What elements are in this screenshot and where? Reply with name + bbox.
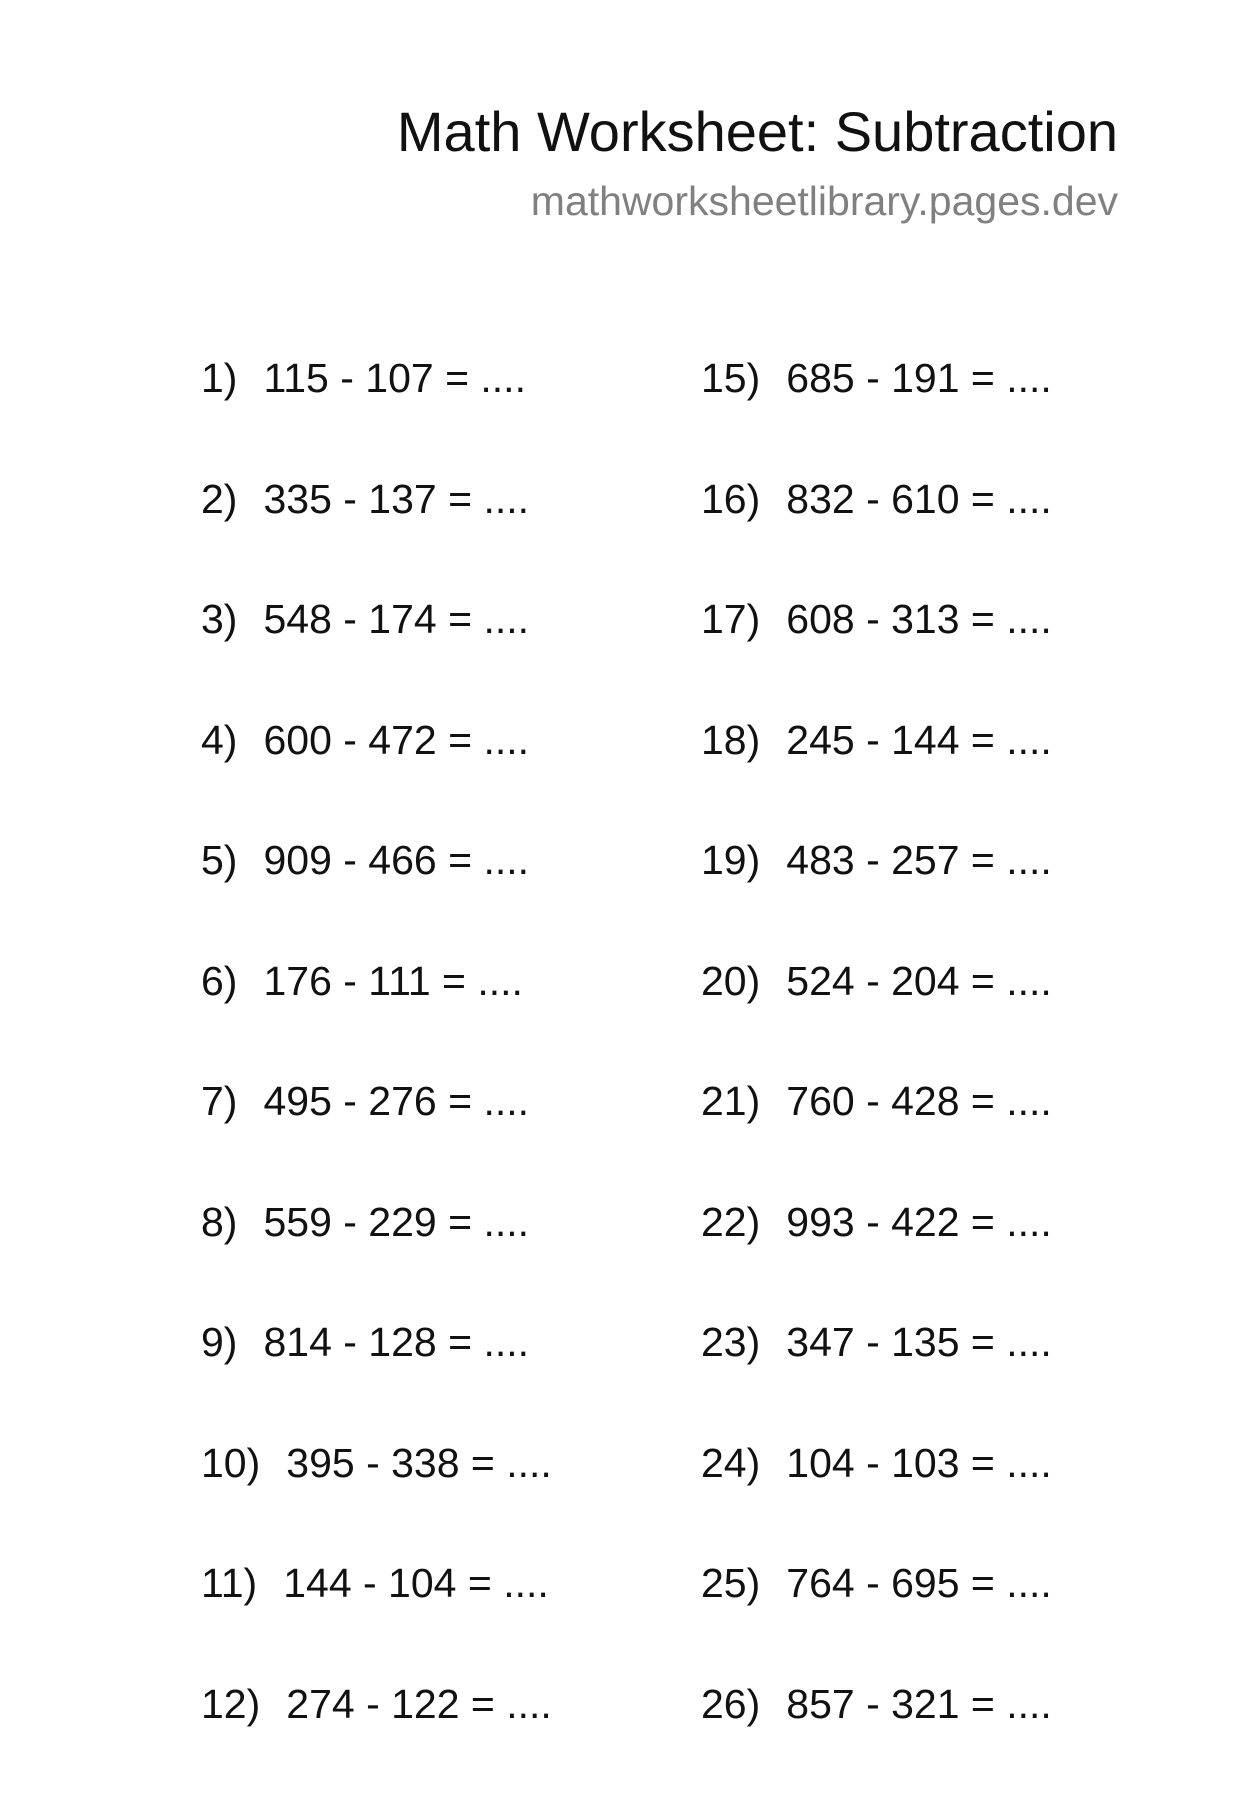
problem-expression: 909 - 466 = .... xyxy=(263,837,529,883)
problem-number: 10) xyxy=(201,1433,260,1493)
problem-number: 6) xyxy=(201,951,237,1011)
problem-expression: 993 - 422 = .... xyxy=(786,1199,1052,1245)
problem-expression: 176 - 111 = .... xyxy=(263,958,522,1004)
problem-1 xyxy=(201,348,552,469)
problem-number: 1) xyxy=(201,348,237,408)
problem-11 xyxy=(201,1553,552,1674)
problem-23 xyxy=(701,1312,1052,1433)
problem-expression: 764 - 695 = .... xyxy=(786,1560,1052,1606)
problem-number: 9) xyxy=(201,1312,237,1372)
problem-number: 3) xyxy=(201,589,237,649)
problem-8 xyxy=(201,1192,552,1313)
problem-number: 5) xyxy=(201,830,237,890)
problem-number: 23) xyxy=(701,1312,760,1372)
problem-3 xyxy=(201,589,552,710)
problem-expression: 524 - 204 = .... xyxy=(786,958,1052,1004)
problem-9 xyxy=(201,1312,552,1433)
problem-number: 25) xyxy=(701,1553,760,1613)
problem-expression: 144 - 104 = .... xyxy=(283,1560,549,1606)
problem-expression: 559 - 229 = .... xyxy=(263,1199,529,1245)
problem-expression: 760 - 428 = .... xyxy=(786,1078,1052,1124)
problem-expression: 245 - 144 = .... xyxy=(786,717,1052,763)
problem-number: 15) xyxy=(701,348,760,408)
problem-12 xyxy=(201,1674,552,1794)
problem-10 xyxy=(201,1433,552,1554)
problem-expression: 832 - 610 = .... xyxy=(786,476,1052,522)
problem-expression: 335 - 137 = .... xyxy=(263,476,529,522)
problem-number: 18) xyxy=(701,710,760,770)
problem-expression: 814 - 128 = .... xyxy=(263,1319,529,1365)
problem-5 xyxy=(201,830,552,951)
problem-24 xyxy=(701,1433,1052,1554)
problem-expression: 608 - 313 = .... xyxy=(786,596,1052,642)
problem-20 xyxy=(701,951,1052,1072)
problem-number: 19) xyxy=(701,830,760,890)
problem-column-left xyxy=(201,348,552,1794)
problem-number: 2) xyxy=(201,469,237,529)
problem-expression: 395 - 338 = .... xyxy=(286,1440,552,1486)
problem-25 xyxy=(701,1553,1052,1674)
problem-19 xyxy=(701,830,1052,951)
problem-number: 24) xyxy=(701,1433,760,1493)
problem-2 xyxy=(201,469,552,590)
problem-expression: 115 - 107 = .... xyxy=(263,355,526,401)
problem-4 xyxy=(201,710,552,831)
problem-number: 26) xyxy=(701,1674,760,1734)
problem-expression: 274 - 122 = .... xyxy=(286,1681,552,1727)
problem-number: 21) xyxy=(701,1071,760,1131)
problem-number: 22) xyxy=(701,1192,760,1252)
site-url: mathworksheetlibrary.pages.dev xyxy=(397,176,1118,226)
problem-expression: 600 - 472 = .... xyxy=(263,717,529,763)
page-title: Math Worksheet: Subtraction xyxy=(397,100,1118,164)
problem-number: 4) xyxy=(201,710,237,770)
problem-7 xyxy=(201,1071,552,1192)
problem-17 xyxy=(701,589,1052,710)
problem-number: 11) xyxy=(201,1553,257,1613)
problem-18 xyxy=(701,710,1052,831)
worksheet-header xyxy=(397,100,1118,226)
problem-expression: 685 - 191 = .... xyxy=(786,355,1052,401)
problem-expression: 347 - 135 = .... xyxy=(786,1319,1052,1365)
problem-expression: 857 - 321 = .... xyxy=(786,1681,1052,1727)
problem-expression: 548 - 174 = .... xyxy=(263,596,529,642)
problem-26 xyxy=(701,1674,1052,1794)
problem-number: 17) xyxy=(701,589,760,649)
problem-number: 7) xyxy=(201,1071,237,1131)
problem-6 xyxy=(201,951,552,1072)
problem-expression: 483 - 257 = .... xyxy=(786,837,1052,883)
problem-number: 16) xyxy=(701,469,760,529)
problem-number: 8) xyxy=(201,1192,237,1252)
problem-column-right xyxy=(701,348,1052,1794)
problem-expression: 104 - 103 = .... xyxy=(786,1440,1052,1486)
problem-expression: 495 - 276 = .... xyxy=(263,1078,529,1124)
problem-15 xyxy=(701,348,1052,469)
problem-16 xyxy=(701,469,1052,590)
problem-number: 12) xyxy=(201,1674,260,1734)
problem-21 xyxy=(701,1071,1052,1192)
problem-22 xyxy=(701,1192,1052,1313)
problem-number: 20) xyxy=(701,951,760,1011)
